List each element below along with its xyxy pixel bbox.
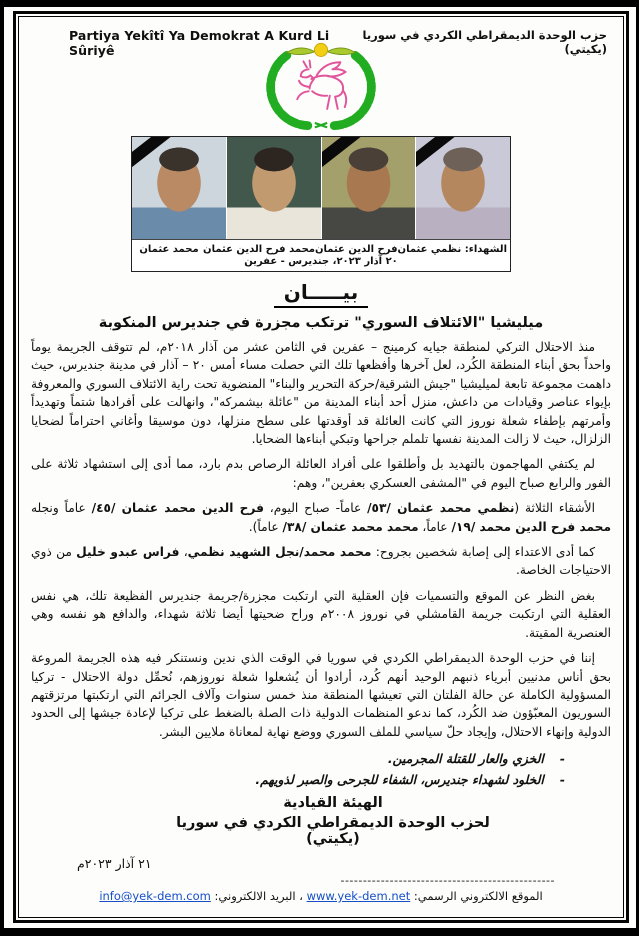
wreath-left-branch (271, 54, 308, 125)
martyr-name: فرح الدين عثمان (314, 244, 398, 255)
statement-paragraph: كما أدى الاعتداء إلى إصابة شخصين بجروح: محمد محمد/نجل الشهيد نظمي، فراس عبدو خليل من ذوي الاحتياجات الخاصة. (31, 545, 611, 578)
signature-leadership: الهيئة القيادية (283, 795, 383, 812)
party-emblem-svg (254, 42, 388, 130)
signature-party: لحزب الوحدة الديمقراطي الكردي في سوريا (يكيتي) (176, 815, 490, 848)
mourning-ribbon (132, 137, 180, 174)
email-link[interactable]: info@yek-dem.com (99, 889, 211, 904)
pegasus-horse (297, 60, 346, 108)
scan-edge-left (0, 0, 4, 936)
statement-body (31, 338, 611, 741)
martyrs-photo-strip (132, 137, 510, 239)
martyr-name: محمد عثمان (139, 244, 199, 255)
bullet-item: - الخلود لشهداء جنديرس، الشفاء للجرحى والصبر لذويهم. (255, 772, 565, 788)
statement-paragraph: الأشقاء الثلاثة (نظمي محمد عثمان /٥٣/ عاماً- صباح اليوم، فرح الدين محمد عثمان /٤٥/ عاماً ونجله محمد فرح الدين محمد /١٩/ عاماً، محمد محمد عثمان /٣٨/ عاماً). (31, 501, 611, 534)
mourning-ribbon (416, 137, 464, 174)
scan-edge-top (0, 0, 639, 7)
statement-paragraph: بغض النظر عن الموقع والتسميات فإن العقلية التي ارتكبت مجزرة/جريمة جنديرس الفظيعة تلك، هي نفس العقلية التي ارتكبت جريمة القامشلي في نوروز ٢٠٠٨م وراح ضحيتها أيضا ثلاثة شهداء، والدافع هو نفسه وهي العنصرية المقيتة. (31, 588, 611, 640)
martyrs-caption-date: ٢٠ آذار ٢٠٢٣، جنديرس - عفرين (244, 256, 398, 267)
footer-separator: ------------------------------------------------ (340, 874, 555, 888)
party-name-arabic: حزب الوحدة الديمقراطي الكردي في سوريا (يكيتي) (362, 28, 607, 56)
martyrs-photo-block (131, 136, 511, 272)
martyr-photo (416, 137, 510, 239)
martyr-name: الشهداء: نظمي عثمان (397, 244, 507, 255)
wreath-stems (315, 123, 327, 127)
mourning-ribbon (322, 137, 370, 174)
footer-contacts (31, 889, 611, 903)
wing-right (327, 48, 355, 55)
statement-paragraph: لم يكتفي المهاجمون بالتهديد بل وأطلقوا على أفراد العائلة الرصاص بدم بارد، مما أدى إلى استشهاد ثلاثة على الفور والرابع صباح اليوم في "المشفى العسكري بعفرين"، وهم: (31, 457, 611, 490)
statement-subtitle: ميليشيا "الائتلاف السوري" ترتكب مجزرة في جنديرس المنكوبة (98, 315, 544, 331)
website-link[interactable]: www.yek-dem.net (306, 889, 411, 904)
page-frame-inner (18, 16, 624, 918)
statement-title: بيـــــان (31, 280, 611, 308)
martyrs-caption-names (132, 239, 510, 255)
statement-paragraph: إننا في حزب الوحدة الديمقراطي الكردي في سوريا في الوقت الذي ندين ونستنكر فيه هذه الجريمة المروعة بحق أناس مدنيين أبرياء ذنبهم الوحيد أنهم كُرد، أرادوا أن يُشعلوا شعلة نوروزهم، نُحمِّل دولة الاحتلال - تركيا المسؤولية الكاملة عن حالة الفلتان التي تعيشها المنطقة منذ خمس سنوات وآلاف الجرائم التي ارتكبتها مرتزقتهم السوريون المعبّؤون ضد الكُرد، كما ندعو المنظمات الدولية ذات الصلة بالضغط على تركيا لإعادة جيشها إلى الحدود الدولية وإنهاء الاحتلال، وإيجاد حلّ سياسي للملف السوري ووضع نهاية لمعاناة ملايين البشر. (31, 651, 611, 739)
party-name-kurdish: Partiya Yekîtî Ya Demokrat A Kurd Li Sûriyê (69, 28, 330, 58)
website-label: الموقع الالكتروني الرسمي: (413, 889, 543, 904)
martyr-photo (322, 137, 416, 239)
sun-disc (314, 43, 327, 56)
email-label: ، البريد الالكتروني: (214, 889, 303, 904)
scan-edge-bottom (0, 928, 639, 936)
bullet-item: - الخزي والعار للقتلة المجرمين. (387, 751, 565, 767)
martyr-photo (132, 137, 226, 239)
statement-bullets (31, 748, 565, 790)
martyr-name: محمد فرح الدين عثمان (203, 244, 315, 255)
statement-paragraph: منذ الاحتلال التركي لمنطقة جيايه كرمينج – عفرين في الثامن عشر من آذار ٢٠١٨م، لم تتوقف الجريمة يوماً واحداً بحق أبناء المنطقة الكُرد، لعل آخرها وأفظعها تلك التي حصلت مساء أمس ٢٠ – آذار في مدينة جنديرس، حيث داهمت مجموعة تابعة لميليشيا "جيش الشرقية/حركة التحرير والبناء" المنضوية تحت راية الائتلاف السوري والمعروفة بإيواء عناصر وقيادات من داعش، منزل أحد أبناء المدينة من "عائلة بيشمركه"، وانهالت على أفرادها شتماً وتهديداً وأمرتهم بإطفاء شعلة نوروز التي كانت العائلة قد أوقدتها على سطح منزلها، دون موسيقا وأغاني احتراماً لضحايا الزلزال، حيث لا زالت المدينة نفسها تلملم جراحها وتبكي أبناءها الضحايا. (31, 340, 611, 447)
wing-left (287, 48, 315, 55)
page-frame (13, 11, 629, 923)
martyr-photo (227, 137, 321, 239)
statement-date: ٢١ آذار ٢٠٢٣م (77, 856, 152, 872)
signature-block (173, 795, 493, 847)
